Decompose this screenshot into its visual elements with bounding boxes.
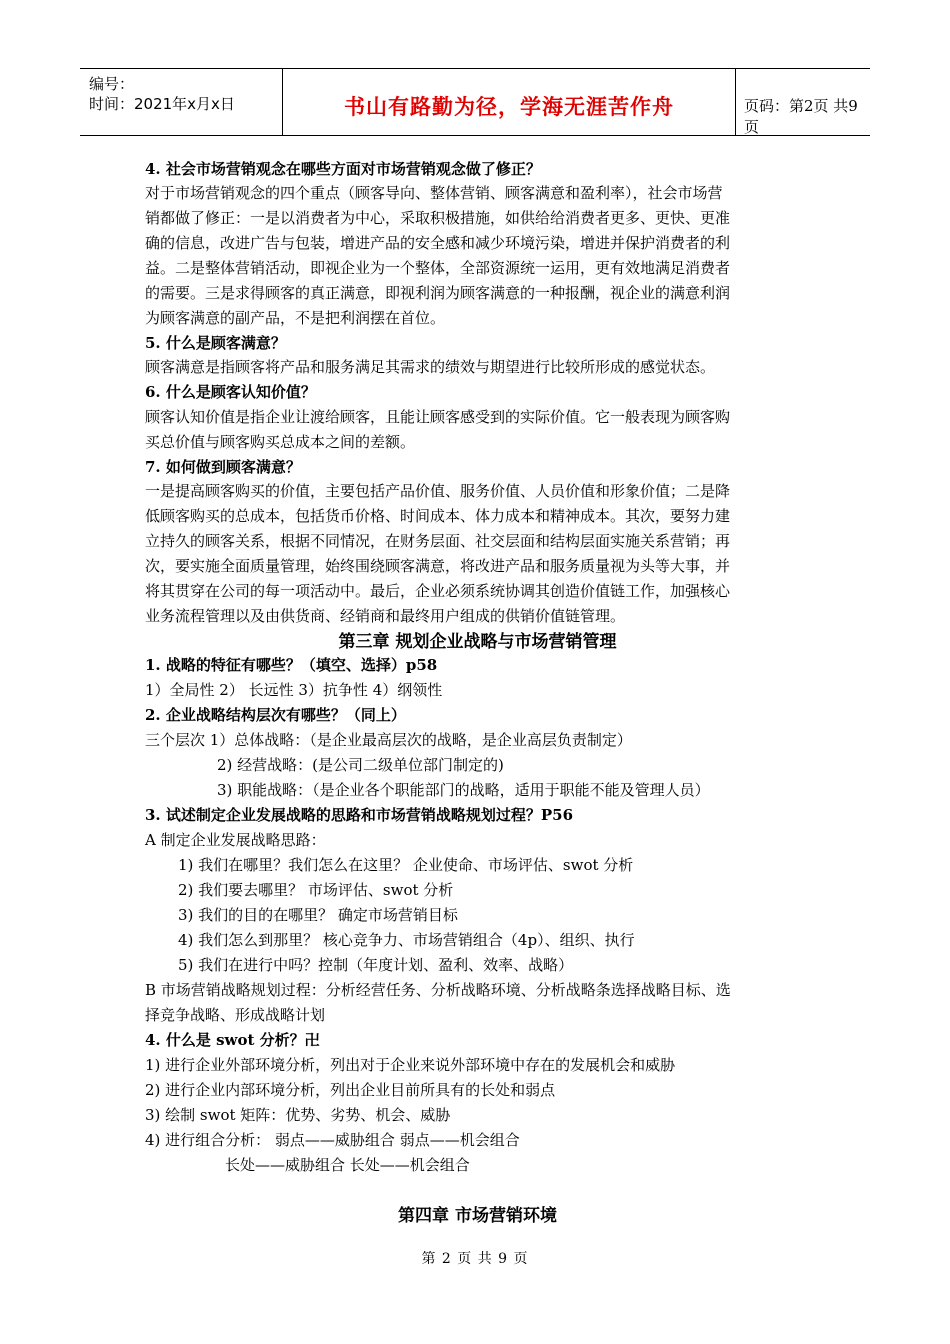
- header-motto-cell: [283, 69, 736, 135]
- body-line: 销都做了修正：一是以消费者为中心，采取积极措施，如供给给消费者更多、更快、更准: [145, 209, 731, 227]
- question-heading: 3. 试述制定企业发展战略的思路和市场营销战略规划过程？P56: [145, 806, 574, 824]
- question-heading: 4. 社会市场营销观念在哪些方面对市场营销观念做了修正？: [145, 160, 541, 178]
- body-line: 将其贯穿在公司的每一项活动中。最后，企业必须系统协调其创造价值链工作，加强核心: [145, 582, 731, 600]
- body-line: A 制定企业发展战略思路：: [145, 831, 326, 849]
- body-line: B 市场营销战略规划过程：分析经营任务、分析战略环境、分析战略条选择战略目标、选: [145, 981, 731, 999]
- body-line: 3) 绘制 swot 矩阵：优势、劣势、机会、威胁: [145, 1106, 451, 1124]
- question-heading: 1. 战略的特征有哪些？（填空、选择）p58: [145, 656, 438, 674]
- motto: 书山有路勤为径，学海无涯苦作舟: [344, 95, 674, 119]
- body-line: 一是提高顾客购买的价值，主要包括产品价值、服务价值、人员价值和形象价值；二是降: [145, 482, 731, 500]
- time-label: 时间：2021年x月x日: [89, 95, 235, 113]
- chapter-title: 第四章 市场营销环境: [398, 1206, 557, 1226]
- body-line: 5) 我们在进行中吗？控制（年度计划、盈利、效率、战略）: [178, 956, 574, 974]
- question-heading: 2. 企业战略结构层次有哪些？（同上）: [145, 706, 406, 724]
- question-heading: 4. 什么是 swot 分析？卍: [145, 1031, 320, 1049]
- body-line: 对于市场营销观念的四个重点（顾客导向、整体营销、顾客满意和盈利率），社会市场营: [145, 184, 723, 202]
- page-label: 页码：第2页 共9页: [744, 97, 858, 136]
- body-line: 长处——威胁组合 长处——机会组合: [225, 1156, 470, 1174]
- body-line: 1) 进行企业外部环境分析，列出对于企业来说外部环境中存在的发展机会和威胁: [145, 1056, 676, 1074]
- body-line: 低顾客购买的总成本，包括货币价格、时间成本、体力成本和精神成本。其次，要努力建: [145, 507, 731, 525]
- body-line: 业务流程管理以及由供货商、经销商和最终用户组成的供销价值链管理。: [145, 607, 626, 625]
- body-line: 2) 我们要去哪里？ 市场评估、swot 分析: [178, 881, 454, 899]
- body-line: 2) 进行企业内部环境分析，列出企业目前所具有的长处和弱点: [145, 1081, 556, 1099]
- question-heading: 5. 什么是顾客满意？: [145, 334, 286, 352]
- body-line: 确的信息，改进广告与包装，增进产品的安全感和减少环境污染，增进并保护消费者的利: [145, 234, 731, 252]
- body-line: 买总价值与顾客购买总成本之间的差额。: [145, 433, 416, 451]
- body-line: 顾客认知价值是指企业让渡给顾客，且能让顾客感受到的实际价值。它一般表现为顾客购: [145, 408, 731, 426]
- page-header: [80, 68, 870, 136]
- header-page-cell: [736, 69, 870, 135]
- body-line: 4) 进行组合分析： 弱点——威胁组合 弱点——机会组合: [145, 1131, 520, 1149]
- header-info-cell: [80, 69, 283, 135]
- body-line: 的需要。三是求得顾客的真正满意，即视利润为顾客满意的一种报酬，视企业的满意利润: [145, 284, 731, 302]
- body-line: 择竞争战略、形成战略计划: [145, 1006, 326, 1024]
- body-line: 2) 经营战略：(是公司二级单位部门制定的): [217, 756, 504, 774]
- body-line: 益。二是整体营销活动，即视企业为一个整体，全部资源统一运用，更有效地满足消费者: [145, 259, 731, 277]
- body-line: 4) 我们怎么到那里？ 核心竞争力、市场营销组合（4p）、组织、执行: [178, 931, 635, 949]
- body-line: 为顾客满意的副产品，不是把利润摆在首位。: [145, 309, 446, 327]
- question-heading: 6. 什么是顾客认知价值？: [145, 383, 316, 401]
- body-line: 立持久的顾客关系，根据不同情况，在财务层面、社交层面和结构层面实施关系营销；再: [145, 532, 731, 550]
- body-line: 三个层次 1）总体战略：（是企业最高层次的战略，是企业高层负责制定）: [145, 731, 632, 749]
- page-footer: 第 2 页 共 9 页: [421, 1251, 529, 1267]
- question-heading: 7. 如何做到顾客满意？: [145, 458, 301, 476]
- body-line: 次，要实施全面质量管理，始终围绕顾客满意，将改进产品和服务质量视为头等大事，并: [145, 557, 731, 575]
- number-label: 编号：: [89, 75, 135, 93]
- body-line: 1）全局性 2） 长远性 3）抗争性 4）纲领性: [145, 681, 443, 699]
- body-line: 1) 我们在哪里？我们怎么在这里？ 企业使命、市场评估、swot 分析: [178, 856, 634, 874]
- body-line: 3) 职能战略：（是企业各个职能部门的战略，适用于职能不能及管理人员）: [217, 781, 710, 799]
- body-line: 3) 我们的目的在哪里？ 确定市场营销目标: [178, 906, 458, 924]
- chapter-title: 第三章 规划企业战略与市场营销管理: [338, 632, 617, 652]
- body-line: 顾客满意是指顾客将产品和服务满足其需求的绩效与期望进行比较所形成的感觉状态。: [145, 358, 716, 376]
